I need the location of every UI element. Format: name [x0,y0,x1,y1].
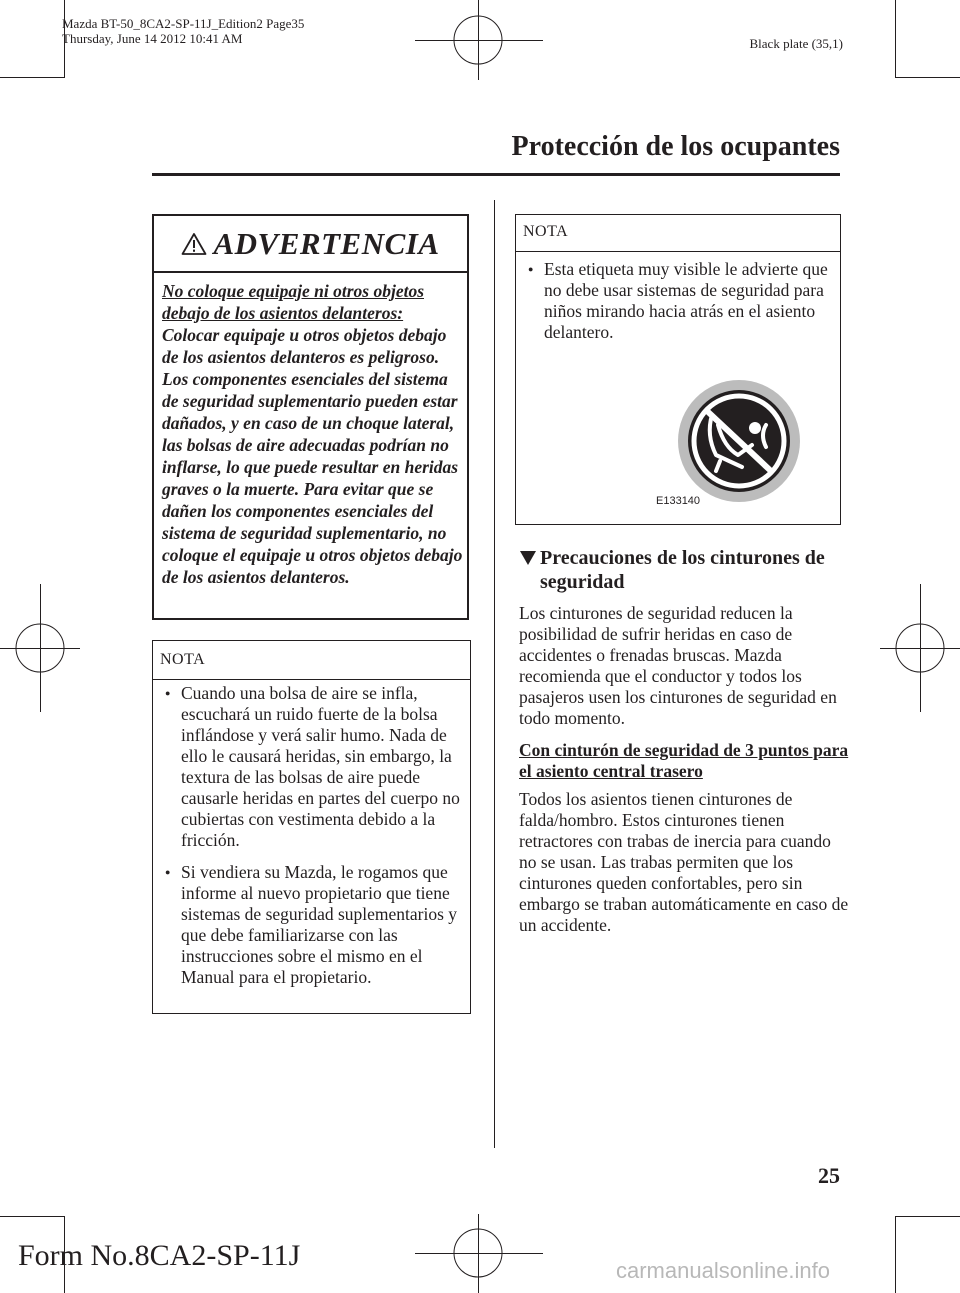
warning-triangle-icon [181,232,207,256]
triangle-down-icon [519,546,537,566]
paragraph-body: Todos los asientos tienen cinturones de falda/hombro. Estos cinturones tienen retractores con trabas de inercia para cuando no se usan. Las trabas permiten que los cinturones queden confortables, pero sin embargo se traban automáticamente en caso de un accidente. [519,789,849,935]
watermark: carmanualsonline.info [616,1258,831,1283]
no-rear-facing-child-seat-sign [656,375,801,508]
warning-box [152,214,469,620]
note-label: NOTA [523,223,569,240]
subsection-title: Precauciones de los cinturones de seguridad [540,547,825,593]
paragraph-intro: Los cinturones de seguridad reducen la posibilidad de sufrir heridas en caso de accidentes o frenadas bruscas. Mazda recomienda que el conductor y todos los pasajeros usen los cinturones de seguridad en todo momento. [519,603,837,728]
form-number: Form No.8CA2-SP-11J [18,1239,301,1272]
header-rule [152,173,840,176]
note-list [165,683,465,999]
subsection-heading [519,546,849,594]
note-header [516,215,840,252]
column-divider [494,200,495,1148]
warning-heading: No coloque equipaje ni otros objetos debajo de los asientos delanteros: [162,281,425,323]
note-box-airbag [152,640,471,1014]
note-item: ● Cuando una bolsa de aire se infla, escuchará un ruido fuerte de la bolsa inflándose y verá salir humo. Nada de ello le causará heridas, sin embargo, la textura de las bolsas de aire puede causarle heridas en partes del cuerpo no cubiertas con vestimenta debido a la fricción. [165,683,465,851]
warning-header [154,216,467,273]
plate-label: Black plate (35,1) [749,36,843,51]
print-header-line1: Mazda BT-50_8CA2-SP-11J_Edition2 Page35 [62,16,305,31]
warning-text: Colocar equipaje u otros objetos debajo de los asientos delanteros es peligroso. Los componentes esenciales del sistema de seguridad suplementario pueden estar dañados, y en caso de un choque lateral, las bolsas de aire adecuadas podrían no inflarse, lo que puede resultar en heridas graves o la muerte. Para evitar que se dañen los componentes esenciales del sistema de seguridad suplementario, no coloque el equipaje u otros objetos debajo de los asientos delanteros. [162,325,463,587]
note-item: ● Si vendiera su Mazda, le rogamos que informe al nuevo propietario que tiene sistemas de seguridad suplementarios y que debe familiarizarse con las instrucciones sobre el mismo en el Manual para el propietario. [165,862,465,988]
warning-title: ADVERTENCIA [213,225,440,261]
note-header [153,641,470,680]
warning-body [162,280,464,588]
paragraph-heading: Con cinturón de seguridad de 3 puntos para el asiento central trasero [519,740,849,781]
page-number: 25 [818,1163,840,1188]
figure-code: E133140 [656,495,701,507]
note-label: NOTA [160,651,206,668]
section-title: Protección de los ocupantes [511,131,840,162]
note-list [528,259,833,354]
print-header [62,16,304,46]
note-item: ● Esta etiqueta muy visible le advierte que no debe usar sistemas de seguridad para niños mirando hacia atrás en el asiento delantero. [528,259,833,343]
print-header-line2: Thursday, June 14 2012 10:41 AM [62,31,243,46]
